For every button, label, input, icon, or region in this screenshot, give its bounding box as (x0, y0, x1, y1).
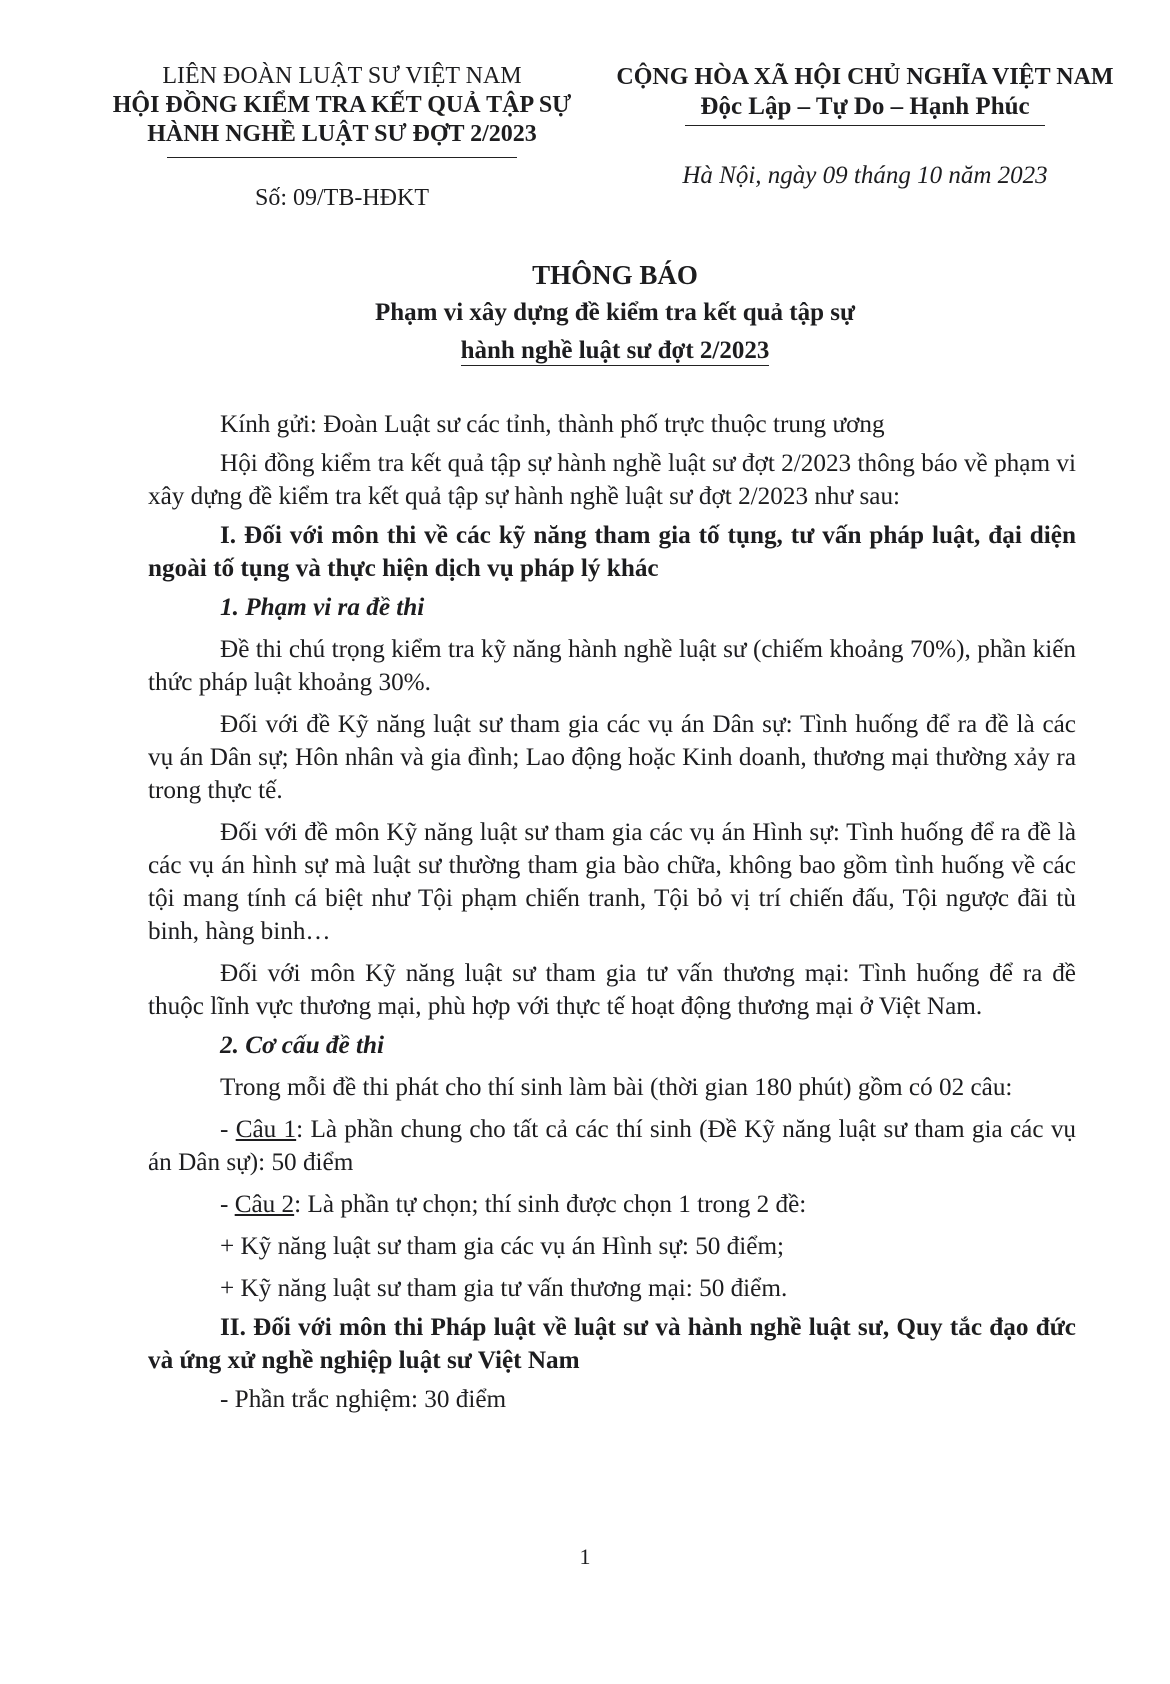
issuer-header (92, 62, 592, 213)
national-motto: Độc Lập – Tự Do – Hạnh Phúc (700, 93, 1030, 120)
question2-label: Câu 2 (234, 1191, 295, 1218)
question1-text: : Là phần chung cho tất cả các thí sinh (Đề Kỹ năng luật sư tham gia các vụ án Dân sự): 50 điểm (148, 1116, 1077, 1176)
sub1-paragraph-2: Đối với đề Kỹ năng luật sư tham gia các vụ án Dân sự: Tình huống để ra đề là các vụ án Dân sự; Hôn nhân và gia đình; Lao động hoặc Kinh doanh, thương mại thường xảy ra trong thực tế. (148, 711, 1076, 804)
title-line2-text: hành nghề luật sư đợt 2/2023 (460, 337, 770, 364)
motto-divider (685, 125, 1045, 126)
question2-text: : Là phần tự chọn; thí sinh được chọn 1 trong 2 đề: (294, 1191, 807, 1218)
question1-item: - Câu 1: Là phần chung cho tất cả các thí sinh (Đề Kỹ năng luật sư tham gia các vụ án Dân sự): 50 điểm (148, 1116, 1077, 1176)
intro-paragraph: Hội đồng kiểm tra kết quả tập sự hành nghề luật sư đợt 2/2023 thông báo về phạm vi xây dựng đề kiểm tra kết quả tập sự hành nghề luật sư đợt 2/2023 như sau: (148, 450, 1076, 510)
issue-date: Hà Nội, ngày 09 tháng 10 năm 2023 (682, 162, 1048, 189)
question2-option-1: + Kỹ năng luật sư tham gia các vụ án Hình sự: 50 điểm; (220, 1233, 785, 1260)
national-header (600, 62, 1130, 126)
council-name-line2: HÀNH NGHỀ LUẬT SƯ ĐỢT 2/2023 (147, 121, 537, 147)
subsection2-heading: 2. Cơ cấu đề thi (220, 1032, 384, 1059)
sub1-paragraph-4: Đối với môn Kỹ năng luật sư tham gia tư vấn thương mại: Tình huống để ra đề thuộc lĩnh vực thương mại, phù hợp với thực tế hoạt động thương mại ở Việt Nam. (148, 960, 1076, 1020)
page-number: 1 (579, 1544, 591, 1569)
federation-name: LIÊN ĐOÀN LUẬT SƯ VIỆT NAM (162, 63, 522, 89)
title-line1: Phạm vi xây dựng đề kiểm tra kết quả tập sự (374, 299, 856, 326)
sub2-paragraph-1: Trong mỗi đề thi phát cho thí sinh làm bài (thời gian 180 phút) gồm có 02 câu: (220, 1074, 1013, 1101)
subsection1-heading: 1. Phạm vi ra đề thi (220, 594, 425, 621)
document-body (148, 408, 1076, 1416)
question1-label: Câu 1 (235, 1116, 297, 1143)
title-line2 (120, 332, 1110, 370)
council-name-line1: HỘI ĐỒNG KIỂM TRA KẾT QUẢ TẬP SỰ (112, 92, 572, 118)
section1-heading: I. Đối với môn thi về các kỹ năng tham gia tố tụng, tư vấn pháp luật, đại diện ngoài tố tụng và thực hiện dịch vụ pháp lý khác (148, 522, 1076, 582)
sub1-paragraph-1: Đề thi chú trọng kiểm tra kỹ năng hành nghề luật sư (chiếm khoảng 70%), phần kiến thức pháp luật khoảng 30%. (148, 636, 1076, 696)
issuer-divider (167, 157, 517, 158)
question2-item: - Câu 2: Là phần tự chọn; thí sinh được chọn 1 trong 2 đề: (220, 1191, 807, 1218)
title-main: THÔNG BÁO (532, 260, 698, 290)
recipient-line: Kính gửi: Đoàn Luật sư các tỉnh, thành phố trực thuộc trung ương (220, 411, 885, 438)
document-title (120, 258, 1110, 370)
country-name: CỘNG HÒA XÃ HỘI CHỦ NGHĨA VIỆT NAM (616, 64, 1114, 90)
section2-heading: II. Đối với môn thi Pháp luật về luật sư và hành nghề luật sư, Quy tắc đạo đức và ứng xử nghề nghiệp luật sư Việt Nam (148, 1314, 1076, 1374)
section2-paragraph-1: - Phần trắc nghiệm: 30 điểm (220, 1386, 507, 1413)
question2-option-2: + Kỹ năng luật sư tham gia tư vấn thương mại: 50 điểm. (220, 1275, 788, 1302)
sub1-paragraph-3: Đối với đề môn Kỹ năng luật sư tham gia các vụ án Hình sự: Tình huống để ra đề là các vụ án hình sự mà luật sư thường tham gia bào chữa, không bao gồm tình huống về các tội mang tính cá biệt như Tội phạm chiến tranh, Tội bỏ vị trí chiến đấu, Tội ngược đãi tù binh, hàng binh… (148, 819, 1076, 945)
document-number: Số: 09/TB-HĐKT (255, 185, 429, 211)
